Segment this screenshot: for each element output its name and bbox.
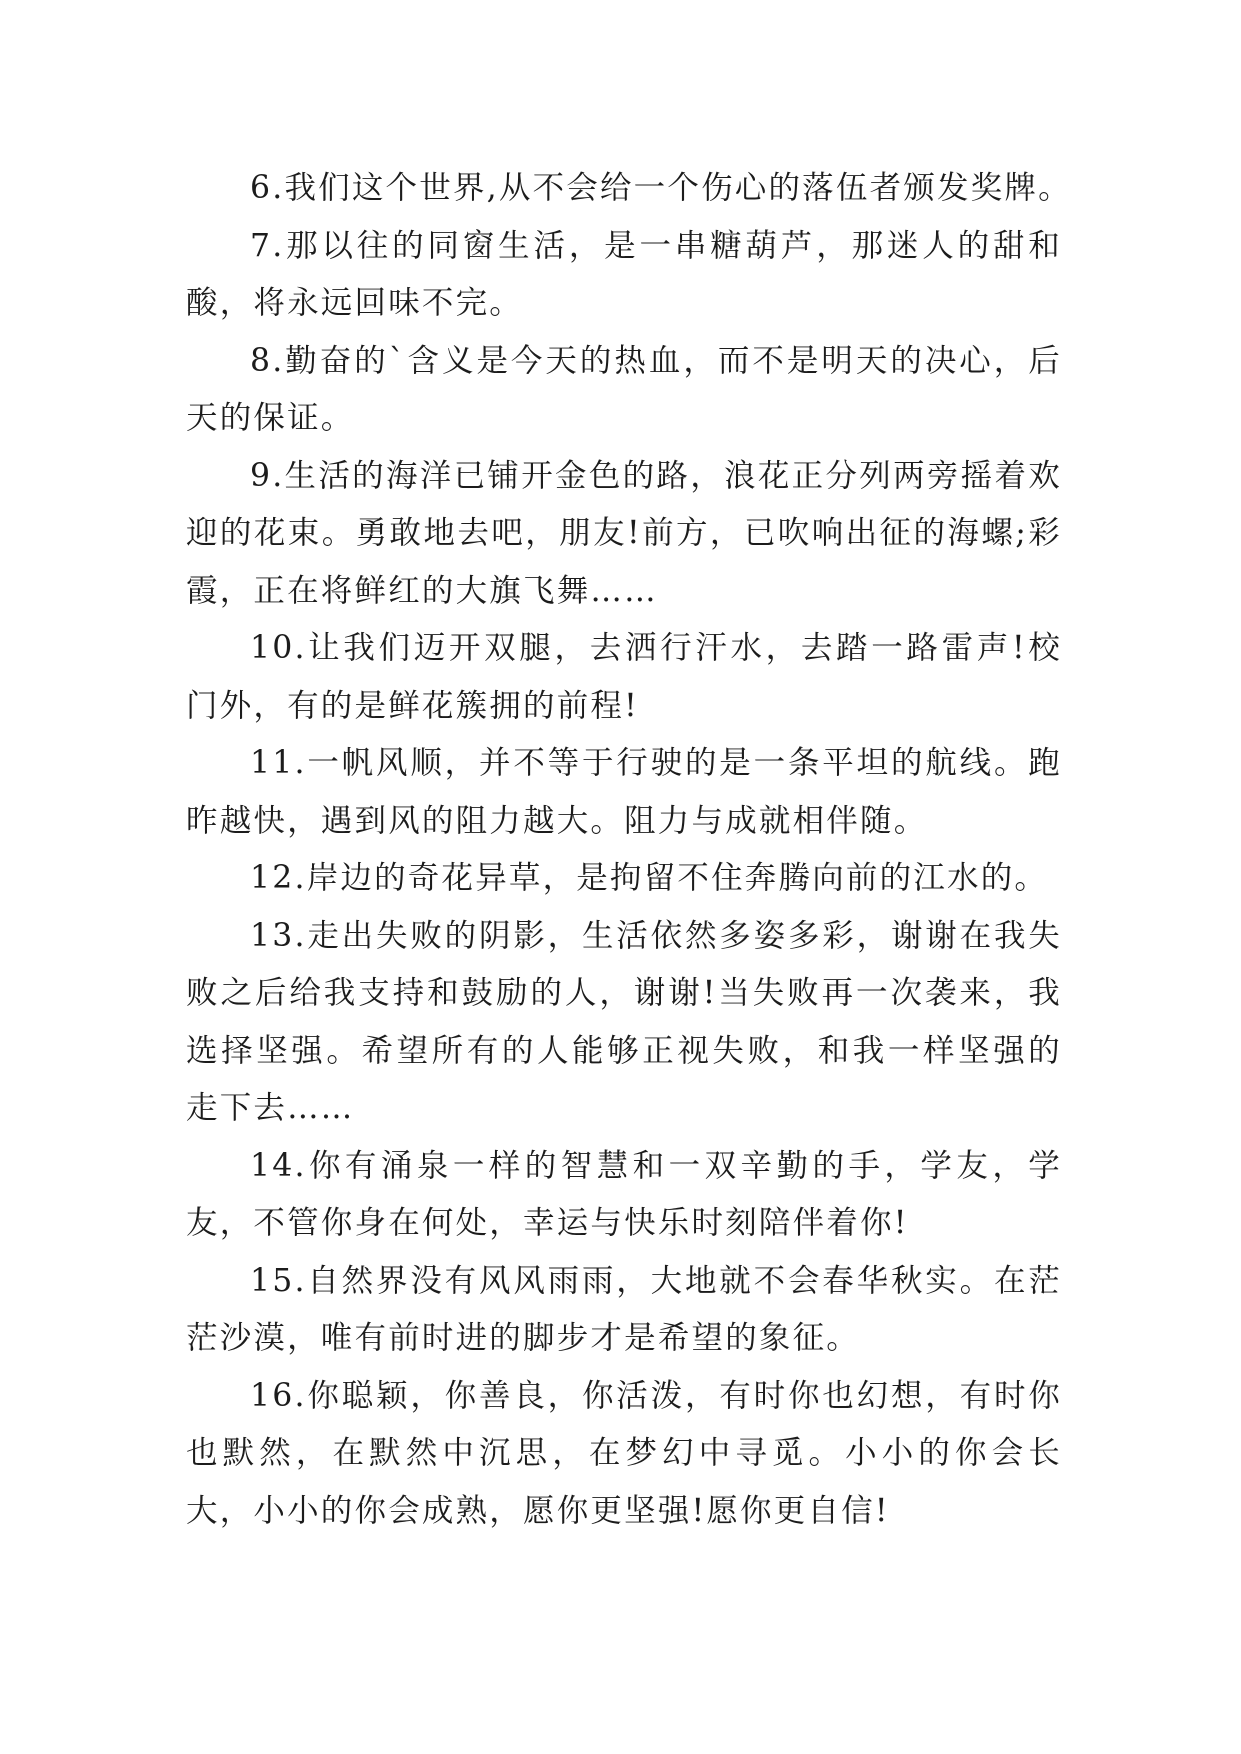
paragraph-11: 11.一帆风顺，并不等于行驶的是一条平坦的航线。跑昨越快，遇到风的阻力越大。阻力与成就相伴随。: [186, 745, 1062, 839]
paragraph-13: 13.走出失败的阴影，生活依然多姿多彩，谢谢在我失败之后给我支持和鼓励的人，谢谢!当失败再一次袭来，我选择坚强。希望所有的人能够正视失败，和我一样坚强的走下去……: [186, 917, 1062, 1126]
paragraph-7: 7.那以往的同窗生活，是一串糖葫芦，那迷人的甜和酸，将永远回味不完。: [186, 227, 1062, 321]
paragraph-16: 16.你聪颖，你善良，你活泼，有时你也幻想，有时你也默然，在默然中沉思，在梦幻中寻觅。小小的你会长大，小小的你会成熟，愿你更坚强!愿你更自信!: [186, 1377, 1062, 1529]
paragraph-12: 12.岸边的奇花异草，是拘留不住奔腾向前的江水的。: [250, 860, 1049, 896]
document-body: [186, 160, 1072, 1540]
paragraph-8: 8.勤奋的`含义是今天的热血，而不是明天的决心，后天的保证。: [186, 342, 1062, 436]
paragraph-10: 10.让我们迈开双腿，去洒行汗水，去踏一路雷声!校门外，有的是鲜花簇拥的前程!: [186, 630, 1062, 724]
paragraph-15: 15.自然界没有风风雨雨，大地就不会春华秋实。在茫茫沙漠，唯有前时进的脚步才是希望的象征。: [186, 1262, 1062, 1356]
paragraph-6: 6.我们这个世界,从不会给一个伤心的落伍者颁发奖牌。: [250, 170, 1072, 206]
paragraph-9: 9.生活的海洋已铺开金色的路，浪花正分列两旁摇着欢迎的花束。勇敢地去吧，朋友!前方，已吹响出征的海螺;彩霞，正在将鲜红的大旗飞舞……: [186, 457, 1062, 609]
paragraph-14: 14.你有涌泉一样的智慧和一双辛勤的手，学友，学友，不管你身在何处，幸运与快乐时刻陪伴着你!: [186, 1147, 1062, 1241]
